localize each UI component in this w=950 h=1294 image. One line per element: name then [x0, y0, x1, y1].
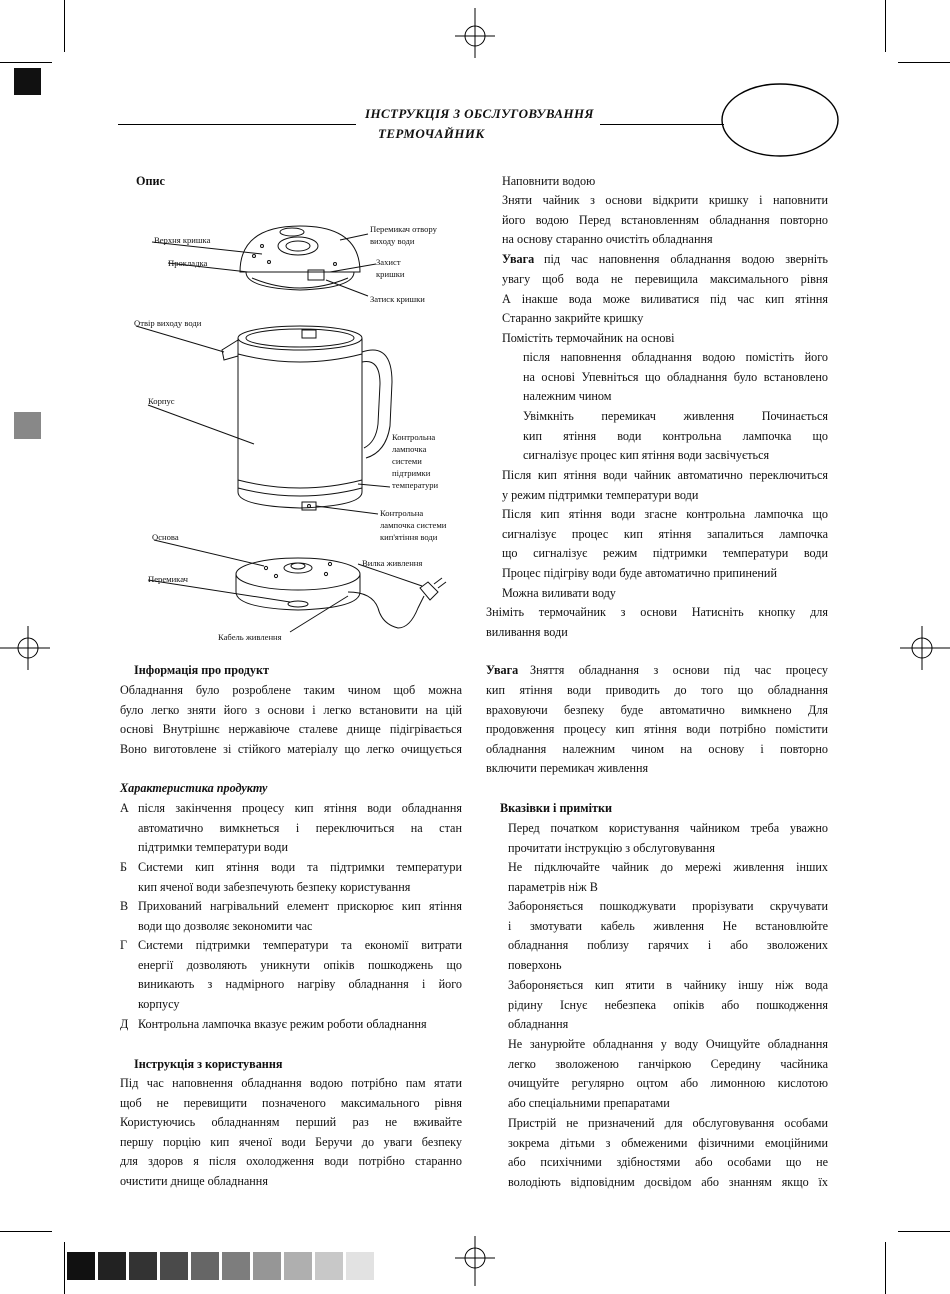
text-line: обладнання поблизу гарячих і або зволожених	[508, 938, 828, 953]
fill-water-text	[502, 191, 828, 250]
text-line: автоматично вимкнеться і переключиться на стан	[138, 820, 462, 835]
label-water-outlet: Отвір виходу води	[134, 318, 202, 328]
crop-mark	[885, 1242, 886, 1294]
text-line: Користуючись обладнанням перший раз не вживайте	[120, 1115, 462, 1130]
text-line: Прихований нагрівальний елемент прискорює кип ятіння	[138, 899, 462, 913]
text-line: рідину Існує небезпека опіків або пошкодження	[508, 997, 828, 1012]
color-swatch	[315, 1252, 343, 1280]
text-line: Забороняється кип ятити в чайнику іншу ніж вода	[508, 978, 828, 992]
note-6	[508, 1114, 828, 1192]
text-line: кип ятіння води приводить до того що обладнання	[486, 683, 828, 697]
text-line: А інакше вода може виливатися під час кип ятіння	[502, 291, 828, 306]
text-line: на основу старанно очистіть обладнання	[502, 232, 713, 247]
text-line: очищуйте регулярно оцтом або лимонною кислотою	[508, 1076, 828, 1091]
feature-item-b	[138, 858, 462, 897]
label-lid-latch: Затиск кришки	[370, 294, 425, 304]
label-body: Корпус	[148, 396, 175, 406]
usage-heading: Інструкція з користування	[134, 1057, 283, 1071]
text-line: кип ятіння води контрольна лампочка що	[523, 428, 828, 443]
note-5	[508, 1035, 828, 1113]
color-swatch	[160, 1252, 188, 1280]
text-line: кип яченої води забезпечують безпеку користування	[138, 879, 411, 894]
warning2-label: Увага	[486, 663, 519, 677]
crop-mark	[64, 0, 65, 52]
text-line: володіють відповідним досвідом або знанням якщо їх	[508, 1174, 828, 1189]
feature-letter: В	[120, 899, 129, 913]
text-line: було легко зняти його з основи і легко встановити на цій	[120, 702, 462, 717]
text-line: Зняти чайник з основи відкрити кришку і наповнити	[502, 193, 828, 207]
feature-item-d	[138, 1015, 462, 1035]
description-heading: Опис	[136, 174, 165, 188]
crop-mark	[885, 0, 886, 52]
stop-heat-text: Процес підігріву води буде автоматично припинений	[502, 566, 777, 580]
text-line: після наповнення обладнання водою помістіть його	[523, 350, 828, 364]
text-line: Системи підтримки температури та економії витрати	[138, 938, 462, 952]
text-line: і змотувати кабель живлення Не встановлюйте	[508, 918, 828, 933]
remove-text	[486, 603, 828, 642]
text-line: під час наповнення обладнання водою зверніть	[544, 252, 828, 266]
text-line: зокрема дітьми з обмеженими фізичними емоційними	[508, 1135, 828, 1150]
label-outlet-switch-2: виходу води	[370, 236, 415, 246]
note-1	[508, 819, 828, 858]
label-lid-protection-2: кришки	[376, 269, 405, 279]
color-swatch	[346, 1252, 374, 1280]
label-base: Основа	[152, 532, 179, 542]
label-temp-lamp-3: системи	[392, 456, 422, 466]
color-swatch	[129, 1252, 157, 1280]
sub-step-1	[523, 348, 828, 407]
color-swatch	[222, 1252, 250, 1280]
product-info-text	[120, 681, 462, 759]
text-line: води що дозволяє зекономити час	[138, 918, 313, 933]
text-line: на основі Упевніться що обладнання було встановлено	[523, 369, 828, 384]
feature-letter: Д	[120, 1017, 129, 1031]
registration-mark-right	[900, 626, 950, 670]
crop-mark	[0, 62, 52, 63]
feature-letter: А	[120, 801, 129, 815]
crop-mark	[898, 1231, 950, 1232]
text-line: параметрів ніж В	[508, 879, 598, 894]
cable-shape	[348, 592, 424, 628]
text-line: прочитати інструкцію з обслуговування	[508, 840, 715, 855]
text-line: для здоров я після охолодження води потрібно старанно	[120, 1154, 462, 1169]
after-boil-text	[502, 466, 828, 505]
text-line: сигналізує процес кип ятіння води засвічується	[523, 448, 770, 463]
text-line: виливання води	[486, 624, 568, 639]
label-outlet-switch-1: Перемикач отвору	[370, 224, 437, 234]
place-on-base-text: Помістіть термочайник на основі	[502, 331, 675, 345]
text-line: щоб не перевищити позначеного максимального рівня	[120, 1095, 462, 1110]
warning2-first	[530, 661, 828, 681]
text-line: Зняття обладнання з основи під час процесу	[530, 663, 828, 677]
text-line: підтримки температури води	[138, 840, 289, 855]
lamp-off-text	[502, 505, 828, 564]
text-line: очистити днище обладнання	[120, 1173, 268, 1188]
note-3	[508, 897, 828, 975]
header-rule-right	[600, 124, 724, 125]
registration-mark-bottom	[455, 1236, 495, 1286]
side-marker-black	[14, 68, 41, 95]
label-top-lid: Верхня кришка	[154, 235, 211, 245]
text-line: включити перемикач живлення	[486, 761, 649, 776]
label-temp-lamp-2: лампочка	[392, 444, 427, 454]
label-boil-lamp-3: кип'ятіння води	[380, 532, 438, 542]
text-line: першу порцію кип яченої води Беручи до уваги безпеку	[120, 1134, 462, 1149]
feature-letter: Б	[120, 860, 127, 874]
text-line: поверхонь	[508, 957, 562, 972]
label-temp-lamp-4: підтримки	[392, 468, 431, 478]
lid-shape	[240, 226, 360, 272]
text-line: виникають з надмірного нагріву обладнання і його	[138, 977, 462, 992]
registration-mark-top	[455, 8, 495, 58]
feature-item-v	[138, 897, 462, 936]
text-line: основі Внутрішнє нержавіюче сталеве днище підігрівається	[120, 722, 462, 737]
notes-heading: Вказівки і примітки	[500, 801, 612, 815]
color-swatch	[253, 1252, 281, 1280]
text-line: враховуючи безпеку буде автоматично вимкнено Для	[486, 702, 828, 717]
sub-step-2	[523, 407, 828, 466]
text-line: або спеціальними препаратами	[508, 1095, 670, 1110]
fill-water-heading: Наповнити водою	[502, 174, 596, 188]
warning2-rest	[486, 681, 828, 779]
side-marker-grey	[14, 412, 41, 439]
crop-mark	[898, 62, 950, 63]
note-4	[508, 976, 828, 1035]
kettle-body-shape	[238, 338, 362, 508]
text-line: Контрольна лампочка вказує режим роботи обладнання	[138, 1017, 427, 1031]
crop-mark	[64, 1242, 65, 1294]
crop-mark	[0, 1231, 52, 1232]
text-line: Увімкніть перемикач живлення Починається	[523, 409, 828, 423]
color-swatch	[191, 1252, 219, 1280]
text-line: Системи кип ятіння води та підтримки температури	[138, 860, 462, 874]
color-swatch	[67, 1252, 95, 1280]
can-pour-text: Можна виливати воду	[502, 586, 616, 600]
warning-text-first	[544, 250, 828, 270]
label-cable: Кабель живлення	[218, 632, 282, 642]
label-temp-lamp-1: Контрольна	[392, 432, 436, 442]
text-line: Забороняється пошкоджувати прорізувати скручувати	[508, 899, 828, 913]
text-line: що сигналізує режим підтримки температури води	[502, 546, 828, 561]
color-swatch	[98, 1252, 126, 1280]
label-boil-lamp-1: Контрольна	[380, 508, 424, 518]
text-line: продовження процесу кип ятіння води потрібно помістити	[486, 722, 828, 737]
label-lid-protection-1: Захист	[376, 257, 401, 267]
label-gasket: Прокладка	[168, 258, 208, 268]
text-line: Під час наповнення обладнання водою потрібно пам ятати	[120, 1076, 462, 1090]
header-title: ІНСТРУКЦІЯ З ОБСЛУГОВУВАННЯ	[365, 106, 594, 121]
feature-letter: Г	[120, 938, 128, 952]
feature-item-g	[138, 936, 462, 1014]
close-lid-text: Старанно закрийте кришку	[502, 311, 644, 325]
text-line: його водою Перед встановленням обладнання повторно	[502, 212, 828, 227]
color-swatch	[284, 1252, 312, 1280]
usage-text	[120, 1074, 462, 1192]
text-line: обладнання належним чином на основу і повторно	[486, 741, 828, 756]
warning-label: Увага	[502, 252, 535, 266]
text-line: корпусу	[138, 996, 180, 1011]
feature-item-a	[138, 799, 462, 858]
header-rule-left	[118, 124, 356, 125]
text-line: після закінчення процесу кип ятіння води обладнання	[138, 801, 462, 815]
label-temp-lamp-5: температури	[392, 480, 439, 490]
text-line: сигналізує процес кип ятіння запалиться лампочка	[502, 526, 828, 541]
text-line: Перед початком користування чайником треба уважно	[508, 821, 828, 835]
warning-text-rest	[502, 270, 828, 309]
text-line: Обладнання було розроблене таким чином щоб можна	[120, 683, 462, 697]
label-plug: Вилка живлення	[362, 558, 423, 568]
label-boil-lamp-2: лампочка системи	[380, 520, 447, 530]
text-line: Не підключайте чайник до мережі живлення інших	[508, 860, 828, 874]
text-line: енергії дозволяють уникнути опіків пошкоджень що	[138, 957, 462, 972]
registration-mark-left	[0, 626, 50, 670]
note-2	[508, 858, 828, 897]
text-line: увагу щоб вода не перевищила максимального рівня	[502, 272, 828, 286]
text-line: належним чином	[523, 389, 612, 404]
product-info-heading: Інформація про продукт	[134, 663, 269, 677]
text-line: Пристрій не призначений для обслуговування особами	[508, 1116, 828, 1130]
text-line: легко зволоженою ганчіркою Середину часйника	[508, 1056, 828, 1071]
text-line: Не занурюйте обладнання у воду Очищуйте обладнання	[508, 1037, 828, 1051]
text-line: Після кип ятіння води згасне контрольна лампочка що	[502, 507, 828, 521]
language-oval	[720, 82, 840, 158]
header-subtitle: ТЕРМОЧАЙНИК	[378, 126, 485, 141]
text-line: або психічними здібностями або особами що не	[508, 1155, 828, 1170]
label-switch: Перемикач	[148, 574, 189, 584]
text-line: обладнання	[508, 1017, 569, 1032]
text-line: Воно виготовлене зі стійкого матеріалу що легко очищується	[120, 741, 462, 756]
features-heading: Характеристика продукту	[120, 781, 268, 795]
text-line: Зніміть термочайник з основи Натисніть кнопку для	[486, 605, 828, 619]
text-line: у режим підтримки температури води	[502, 487, 699, 502]
text-line: Після кип ятіння води чайник автоматично переключиться	[502, 468, 828, 482]
